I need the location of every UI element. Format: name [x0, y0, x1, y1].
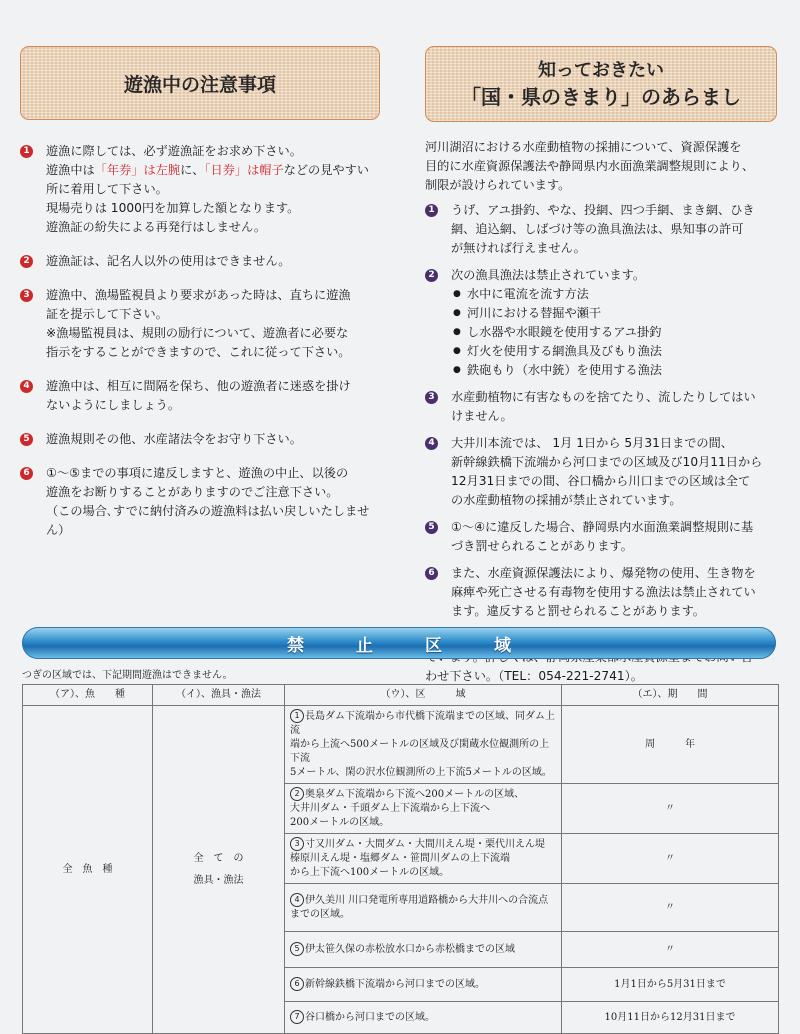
- area-text-rich: [290, 709, 557, 738]
- area-cell: [285, 784, 562, 834]
- area-cell: [285, 834, 562, 884]
- right-rule-item: [425, 388, 785, 426]
- period-cell: 1月1日から5月31日まで: [562, 968, 779, 1002]
- area-cell: [285, 884, 562, 932]
- rule-text: 遊漁中、漁場監視員より要求があった時は、直ちに遊漁: [46, 288, 351, 302]
- area-text: 5メートル、閑の沢水位観測所の上下流5メートルの区域。: [290, 767, 552, 778]
- rule-number-badge: 2: [425, 269, 438, 282]
- rule-text: 遊漁規則その他、水産諸法令をお守り下さい。: [46, 432, 302, 446]
- right-rule-item: [425, 564, 785, 621]
- rule-text: 証を提示して下さい。: [46, 307, 168, 321]
- column-header-area: （ウ）、区 域: [285, 685, 562, 706]
- rule-number-badge: 1: [425, 204, 438, 217]
- rule-text: 現場売りは 1000円を加算した額となります。: [46, 201, 300, 215]
- row-number-badge: 1: [290, 709, 304, 723]
- rule-number-badge: 6: [425, 567, 438, 580]
- list-item: ● 灯火を使用する網漁具及びもり漁法: [451, 342, 785, 361]
- area-text: から上下流へ100メートルの区域。: [290, 867, 450, 878]
- rule-text: ①～④に違反した場合、静岡県内水面漁業調整規則に基: [451, 520, 754, 534]
- rule-number-badge: 6: [20, 467, 33, 480]
- period-cell: 〃: [562, 784, 779, 834]
- column-header-fish: （ア）、魚 種: [23, 685, 153, 706]
- area-cell: [285, 706, 562, 784]
- area-text: 榛原川えん堤・塩郷ダム・笹間川ダムの上下流端: [290, 853, 510, 864]
- list-item: ● 鉄砲もり（水中銃）を使用する漁法: [451, 361, 785, 380]
- rule-text: 遊漁証の紛失による再発行はしません。: [46, 220, 267, 234]
- right-rule-item: [425, 266, 785, 380]
- regulations-intro: [425, 138, 785, 195]
- area-text: 大井川ダム・千頭ダム上下流端から上下流へ: [290, 803, 490, 814]
- rule-text: ※漁場監視員は、規則の励行について、遊漁者に必要な: [46, 326, 349, 340]
- right-section-title-line2: 「国・県のきまり」のあらまし: [461, 85, 741, 109]
- rule-text: 水産動植物に有害なものを捨てたり、流したりしてはい: [451, 390, 756, 404]
- rule-number-badge: 5: [20, 433, 33, 446]
- period-cell: 〃: [562, 884, 779, 932]
- rule-text: 新幹線鉄橋下流端から河口までの区域及び10月11日から: [451, 455, 763, 469]
- right-rules-column: [425, 138, 785, 686]
- method-text: 漁具・漁法: [193, 874, 244, 886]
- period-cell: 10月11日から12月31日まで: [562, 1002, 779, 1034]
- right-rule-item: [425, 201, 785, 258]
- list-item: ● 水中に電流を流す方法: [451, 285, 785, 304]
- left-rule-item: [20, 252, 382, 271]
- left-rules-column: [20, 142, 382, 555]
- rule-number-badge: 4: [425, 437, 438, 450]
- area-cell: [285, 1002, 562, 1034]
- list-item: ● 河川における替掘や瀬干: [451, 304, 785, 323]
- area-cell: [285, 968, 562, 1002]
- rule-text: 遊漁証は、記名人以外の使用はできません。: [46, 254, 291, 268]
- rule-text: 指示をすることができますので、これに従って下さい。: [46, 345, 351, 359]
- row-number-badge: 2: [290, 787, 304, 801]
- area-text: 伊久美川 川口発電所専用道路橋から大井川への合流点: [305, 895, 549, 906]
- rule-text: づき罰せられることがあります。: [451, 539, 633, 553]
- intro-text: 目的に水産資源保護法や静岡県内水面漁業調整規則により、: [425, 159, 755, 173]
- period-cell: 〃: [562, 932, 779, 968]
- right-rule-item: [425, 518, 785, 556]
- area-text: 長島ダム下流端から市代橋下流端までの区域、同ダム上流: [290, 711, 555, 736]
- prohibited-areas-note: つぎの区域では、下記期間遊漁はできません。: [22, 670, 233, 681]
- rule-text-part: などの見やすい: [283, 163, 369, 177]
- rule-number-badge: 3: [20, 289, 33, 302]
- intro-text: 河川湖沼における水産動植物の採捕について、資源保護を: [425, 140, 742, 154]
- period-cell: 〃: [562, 834, 779, 884]
- area-cell: [285, 932, 562, 968]
- area-text: までの区域。: [290, 909, 350, 920]
- area-text-rich: [290, 787, 557, 802]
- rule-number-badge: 3: [425, 391, 438, 404]
- left-rule-item: [20, 142, 382, 237]
- rule-number-badge: 4: [20, 380, 33, 393]
- rule-text: ないようにしましょう。: [46, 398, 181, 412]
- rule-number-badge: 1: [20, 145, 33, 158]
- row-number-badge: 5: [290, 942, 304, 956]
- rule-text-part: 遊漁中は: [46, 163, 95, 177]
- area-text: 新幹線鉄橋下流端から河口までの区域。: [305, 979, 485, 990]
- table-row: [23, 706, 779, 784]
- method-cell: [153, 706, 285, 1034]
- right-section-banner: [425, 46, 777, 122]
- rule-text: （この場合､すでに納付済みの遊漁料は払い戻しいたしません）: [46, 504, 370, 537]
- right-section-title-line1: 知っておきたい: [538, 60, 664, 81]
- rule-text: 次の漁具漁法は禁止されています。: [451, 268, 646, 282]
- list-item: ● し水器や水眼鏡を使用するアユ掛釣: [451, 323, 785, 342]
- prohibited-areas-banner: [22, 627, 776, 659]
- rule-text: 遊漁に際しては、必ず遊漁証をお求め下さい。: [46, 144, 302, 158]
- rule-text: 麻痺や死亡させる有毒物を使用する漁法は禁止されてい: [451, 585, 756, 599]
- rule-number-badge: 2: [20, 255, 33, 268]
- rule-text: また、水産資源保護法により、爆発物の使用、生き物を: [451, 566, 756, 580]
- area-text: 端から上流へ500メートルの区域及び閑蔵水位観測所の上下流: [290, 739, 550, 764]
- left-rule-item: [20, 464, 382, 540]
- intro-text: 制限が設けられています。: [425, 178, 571, 192]
- rule-text: 遊漁をお断りすることがありますのでご注意下さい。: [46, 485, 339, 499]
- day-pass-highlight: 「日券」は帽子: [204, 163, 284, 177]
- rule-text: 大井川本流では、 1月 1日から 5月31日までの間、: [451, 436, 733, 450]
- annual-pass-highlight: 「年券」は左腕: [94, 163, 181, 177]
- area-text: 伊太笹久保の赤松放水口から赤松橋までの区域: [305, 944, 515, 955]
- rule-text: 12月31日までの間、谷口橋から川口までの区域は全て: [451, 474, 751, 488]
- rule-text: が無ければ行えません。: [451, 241, 586, 255]
- left-rule-item: [20, 377, 382, 415]
- rule-text-part: に、: [180, 163, 205, 177]
- row-number-badge: 4: [290, 893, 304, 907]
- area-text-rich: [290, 1010, 557, 1025]
- right-rule-item: [425, 434, 785, 510]
- rule-text: 遊漁中は、相互に間隔を保ち、他の遊漁者に迷惑を掛け: [46, 379, 351, 393]
- row-number-badge: 6: [290, 977, 304, 991]
- rule-text: の水産動植物の採捕が禁止されています。: [451, 493, 682, 507]
- left-rule-item: [20, 286, 382, 362]
- left-rule-item: [20, 430, 382, 449]
- area-text-rich: [290, 837, 557, 852]
- prohibited-methods-list: [451, 285, 785, 380]
- fish-species-cell: [23, 706, 153, 1034]
- contact-text: わせ下さい。（TEL：054-221-2741）。: [425, 669, 643, 683]
- left-section-title: 遊漁中の注意事項: [123, 73, 276, 96]
- area-text: 奥泉ダム下流端から下流へ200メートルの区域、: [305, 789, 525, 800]
- row-number-badge: 7: [290, 1010, 304, 1024]
- period-cell: 周 年: [562, 706, 779, 784]
- area-text: 寸又川ダム・大間ダム・大間川えん堤・栗代川えん堤: [305, 839, 545, 850]
- table-header-row: [23, 685, 779, 706]
- rule-text-rich: [46, 161, 382, 180]
- row-number-badge: 3: [290, 837, 304, 851]
- area-text-rich: [290, 942, 557, 957]
- rule-text: 所に着用して下さい。: [46, 182, 168, 196]
- area-text-rich: [290, 977, 557, 992]
- method-text: 全 て の: [193, 852, 244, 864]
- rule-text: 網、追込網、しばづけ等の漁具漁法は、県知事の許可: [451, 222, 744, 236]
- rule-text: ます。違反すると罰せられることがあります。: [451, 604, 705, 618]
- column-header-method: （イ）、漁具・漁法: [153, 685, 285, 706]
- area-text-rich: [290, 893, 557, 908]
- prohibited-areas-table: [22, 684, 779, 1034]
- area-text: 谷口橋から河口までの区域。: [305, 1012, 435, 1023]
- rule-text: ①～⑤までの事項に違反しますと、遊漁の中止、以後の: [46, 466, 349, 480]
- left-section-banner: [20, 46, 380, 120]
- rule-text: うげ、アユ掛釣、やな、投網、四つ手網、まき網、ひき: [451, 203, 755, 217]
- column-header-period: （エ）、期 間: [562, 685, 779, 706]
- fish-species-text: 全 魚 種: [62, 863, 113, 875]
- rule-number-badge: 5: [425, 521, 438, 534]
- rule-text: けません。: [451, 409, 513, 423]
- area-text: 200メートルの区域。: [290, 817, 390, 828]
- prohibited-areas-title: 禁止区域: [287, 635, 563, 656]
